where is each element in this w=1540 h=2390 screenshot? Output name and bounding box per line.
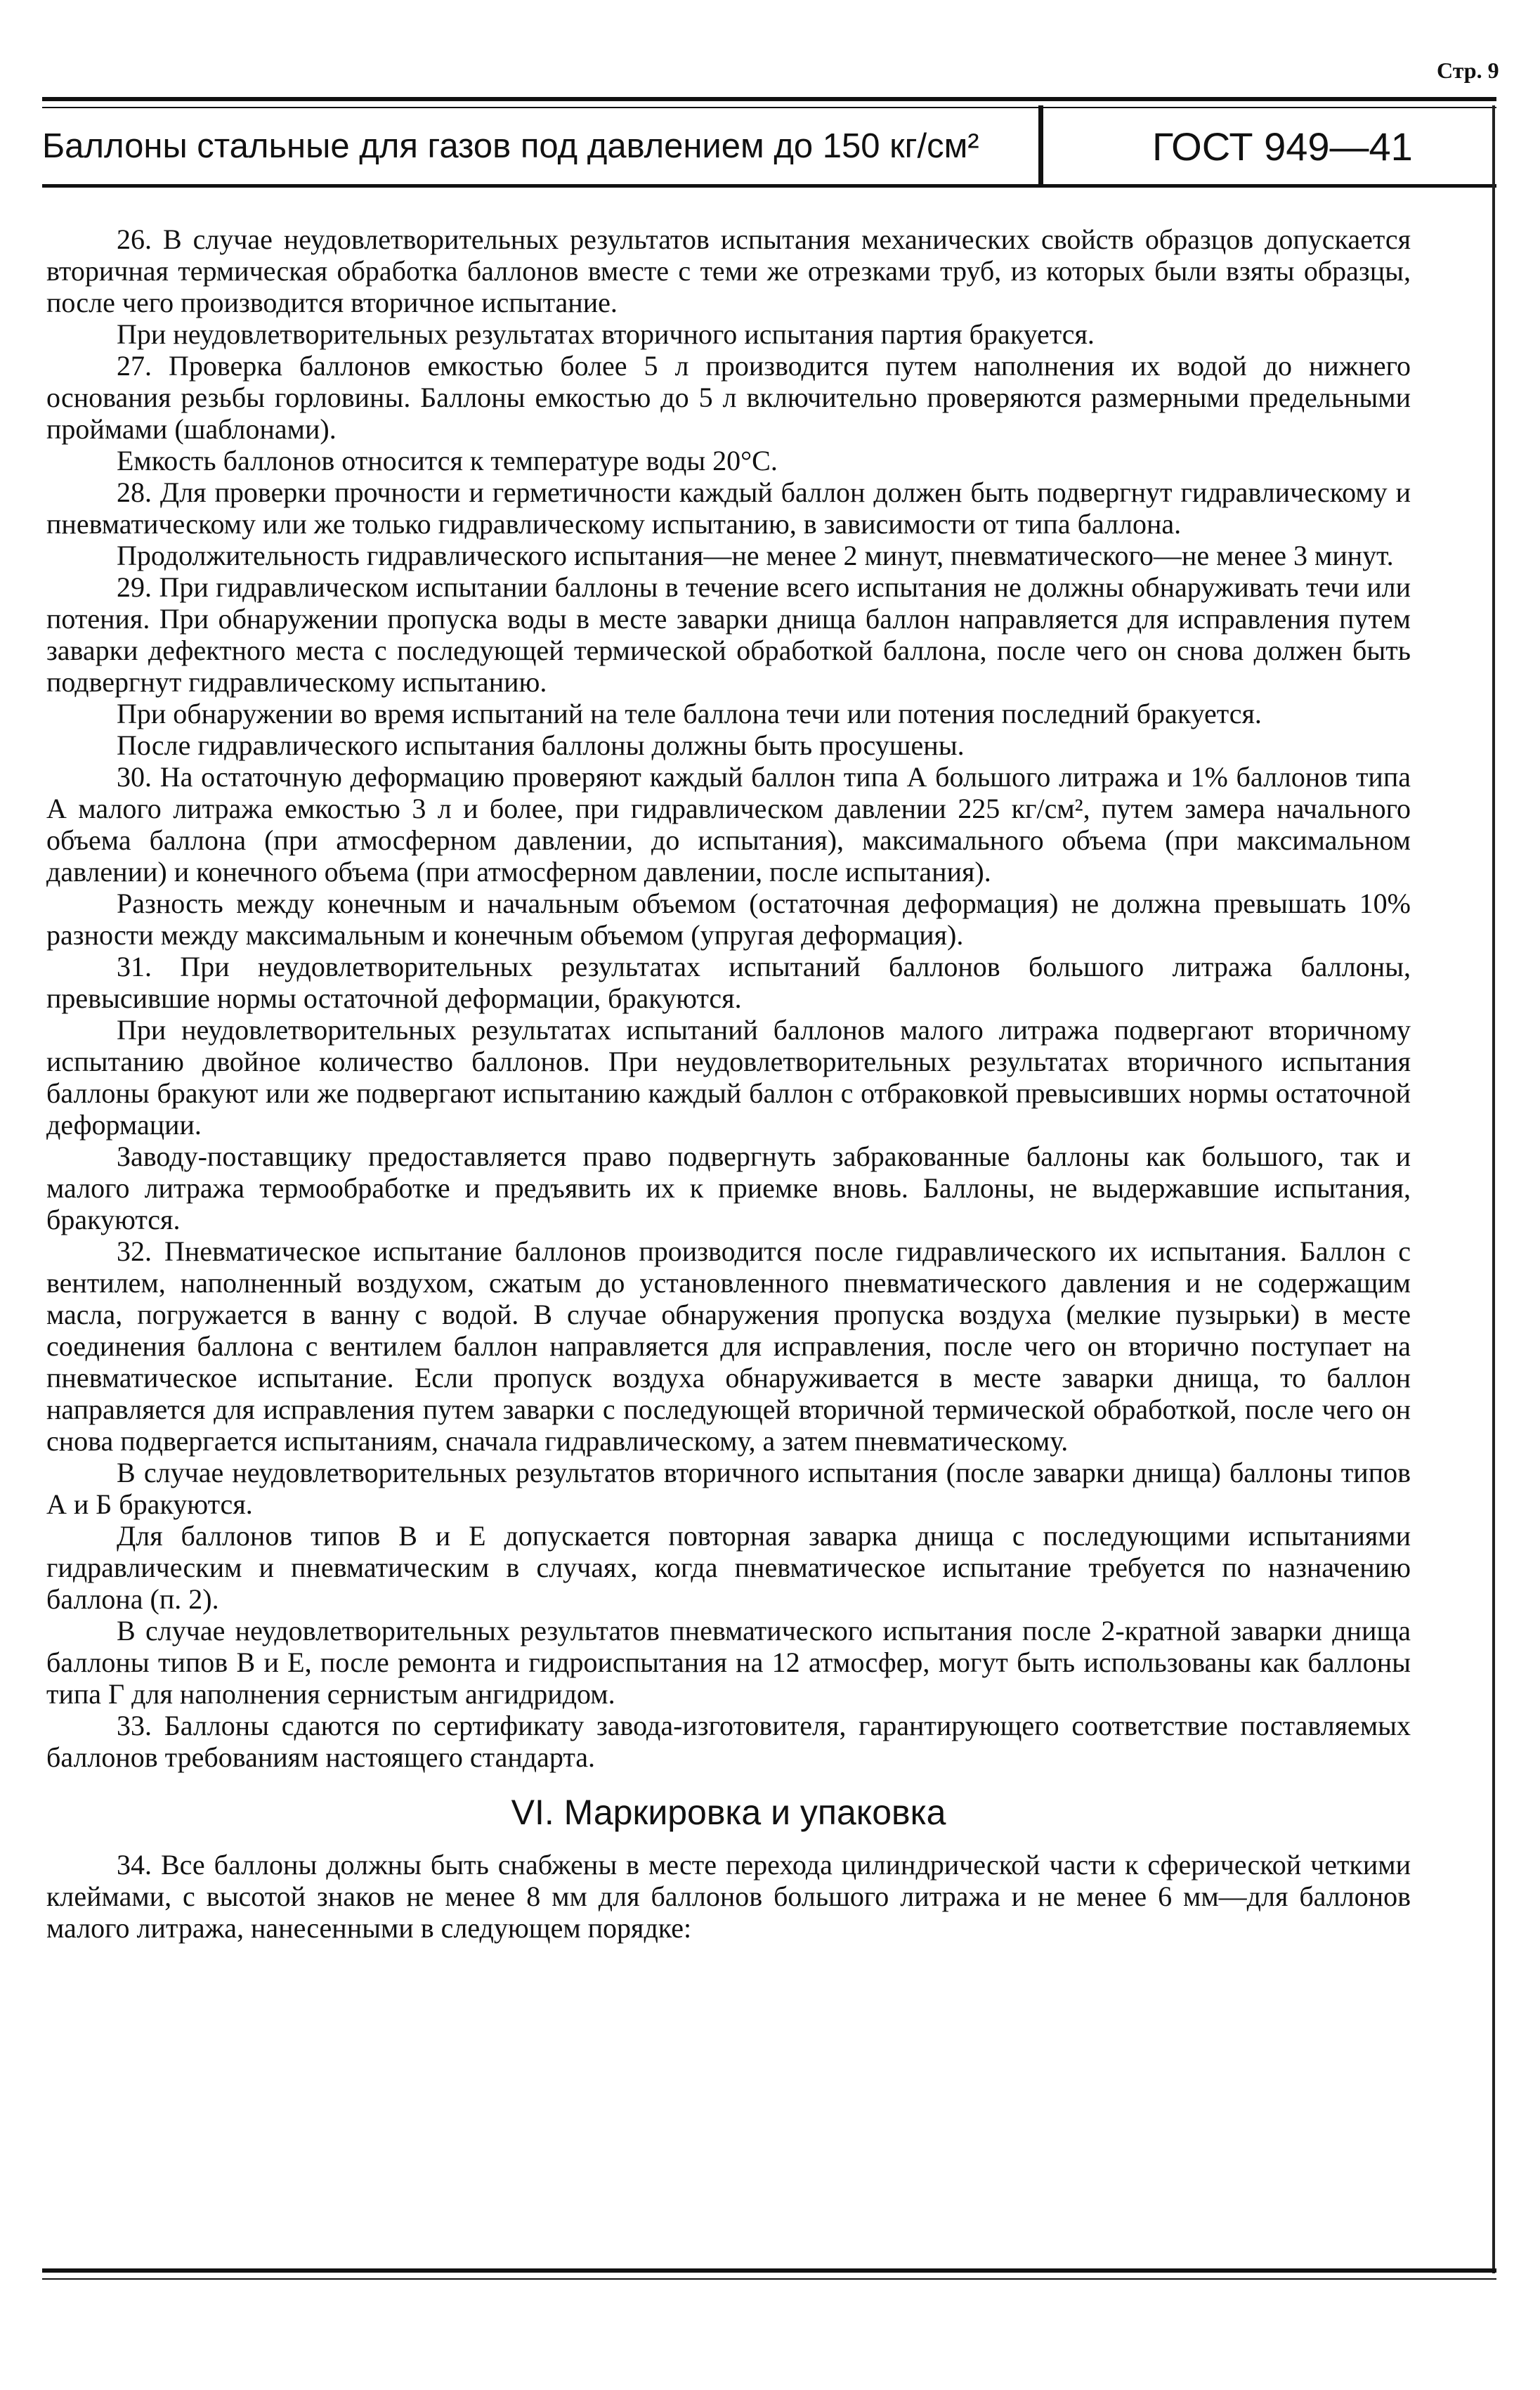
paragraph-33: 33. Баллоны сдаются по сертификату завода-изготовителя, гарантирующего соответствие поставляемых баллонов требованиям настоящего стандарта. <box>46 1710 1411 1773</box>
paragraph-32: 32. Пневматическое испытание баллонов производится после гидравлического их испытания. Баллон с вентилем, наполненный воздухом, сжатым до установленного пневматического давления и не содержащим масла, погружается в ванну с водой. В случае обнаружения пропуска воздуха (мелкие пузырьки) в месте соединения баллона с вентилем баллон направляется для исправления, после чего он вторично поступает на пневматическое испытание. Если пропуск воздуха обнаруживается в месте заварки днища, то баллон направляется для исправления путем заварки с последующей вторичной термической обработкой, после чего он снова подвергается испытаниям, сначала гидравлическому, а затем пневматическому. <box>46 1235 1411 1457</box>
footer-rule-thin <box>42 2278 1496 2280</box>
header-top-rule-thin <box>42 107 1496 108</box>
paragraph-31: 31. При неудовлетворительных результатах испытаний баллонов большого литража баллоны, превысившие нормы остаточной деформации, бракуются. <box>46 951 1411 1014</box>
document-title: Баллоны стальные для газов под давлением до 150 кг/см² <box>42 127 979 165</box>
body-text <box>46 223 1411 1944</box>
footer-rule <box>42 2268 1496 2273</box>
paragraph-29-c: После гидравлического испытания баллоны должны быть просушены. <box>117 729 965 761</box>
paragraph-29-b: При обнаружении во время испытаний на теле баллона течи или потения последний бракуется. <box>117 698 1262 729</box>
paragraph-32-d: В случае неудовлетворительных результатов пневматического испытания после 2-кратной заварки днища баллоны типов В и Е, после ремонта и гидроиспытания на 12 атмосфер, могут быть использованы как баллоны типа Г для наполнения сернистым ангидридом. <box>46 1615 1411 1710</box>
standard-number: ГОСТ 949—41 <box>1152 124 1413 169</box>
paragraph-32-b: В случае неудовлетворительных результатов вторичного испытания (после заварки днища) баллоны типов А и Б бракуются. <box>46 1457 1411 1520</box>
header-divider <box>1038 105 1043 186</box>
paragraph-34: 34. Все баллоны должны быть снабжены в месте перехода цилиндрической части к сферической четкими клеймами, с высотой знаков не менее 8 мм для баллонов большого литража и не менее 6 мм—для баллонов малого литража, нанесенными в следующем порядке: <box>46 1849 1411 1944</box>
header-top-rule <box>42 97 1496 101</box>
page-number: Стр. 9 <box>1437 58 1499 83</box>
paragraph-27: 27. Проверка баллонов емкостью более 5 л производится путем наполнения их водой до нижнего основания резьбы горловины. Баллоны емкостью до 5 л включительно проверяются размерными предельными проймами (шаблонами). <box>46 350 1411 445</box>
paragraph-26-b: При неудовлетворительных результатах вторичного испытания партия бракуется. <box>117 318 1095 350</box>
paragraph-28-b: Продолжительность гидравлического испытания—не менее 2 минут, пневматического—не менее 3 минут. <box>117 540 1394 571</box>
paragraph-26: 26. В случае неудовлетворительных результатов испытания механических свойств образцов допускается вторичная термическая обработка баллонов вместе с теми же отрезками труб, из которых были взяты образцы, после чего производится вторичное испытание. <box>46 223 1411 318</box>
paragraph-31-b: При неудовлетворительных результатах испытаний баллонов малого литража подвергают вторичному испытанию двойное количество баллонов. При неудовлетворительных результатах вторичного испытания баллоны бракуют или же подвергают испытанию каждый баллон с отбраковкой превысивших нормы остаточной деформации. <box>46 1014 1411 1141</box>
paragraph-31-c: Заводу-поставщику предоставляется право подвергнуть забракованные баллоны как большого, так и малого литража термообработке и предъявить их к приемке вновь. Баллоны, не выдержавшие испытания, бракуются. <box>46 1141 1411 1235</box>
paragraph-30-b: Разность между конечным и начальным объемом (остаточная деформация) не должна превышать 10% разности между максимальным и конечным объемом (упругая деформация). <box>46 888 1411 951</box>
paragraph-32-c: Для баллонов типов В и Е допускается повторная заварка днища с последующими испытаниями гидравлическим и пневматическим в случаях, когда пневматическое испытание требуется по назначению баллона (п. 2). <box>46 1520 1411 1615</box>
section-heading: VI. Маркировка и упаковка <box>511 1793 946 1832</box>
page-right-border <box>1492 105 1495 2273</box>
paragraph-28: 28. Для проверки прочности и герметичности каждый баллон должен быть подвергнут гидравлическому и пневматическому или же только гидравлическому испытанию, в зависимости от типа баллона. <box>46 476 1411 540</box>
paragraph-29: 29. При гидравлическом испытании баллоны в течение всего испытания не должны обнаруживать течи или потения. При обнаружении пропуска воды в месте заварки днища баллон направляется для исправления путем заварки дефектного места с последующей термической обработкой баллона, после чего он снова должен быть подвергнут гидравлическому испытанию. <box>46 571 1411 698</box>
paragraph-27-b: Емкость баллонов относится к температуре воды 20°С. <box>117 445 778 476</box>
header-bottom-rule <box>42 184 1496 188</box>
paragraph-30: 30. На остаточную деформацию проверяют каждый баллон типа А большого литража и 1% баллонов типа А малого литража емкостью 3 л и более, при гидравлическом давлении 225 кг/см², путем замера начального объема баллона (при атмосферном давлении, до испытания), максимального объема (при максимальном давлении) и конечного объема (при атмосферном давлении, после испытания). <box>46 761 1411 888</box>
